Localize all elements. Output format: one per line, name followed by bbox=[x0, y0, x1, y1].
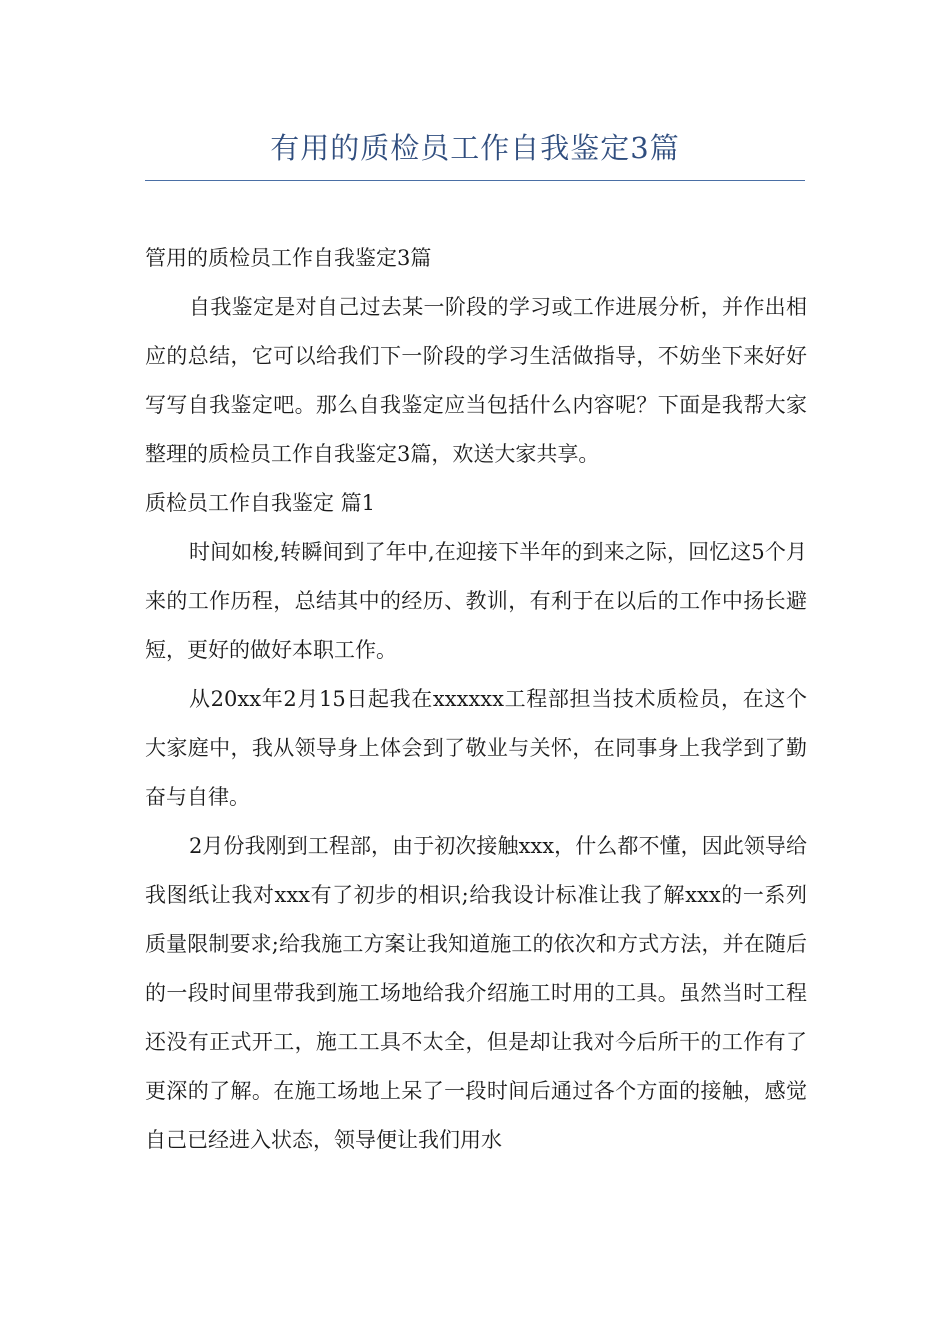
paragraph: 从20xx年2月15日起我在xxxxxx工程部担当技术质检员，在这个大家庭中，我从领导身上体会到了敬业与关怀，在同事身上我学到了勤奋与自律。 bbox=[145, 687, 807, 809]
document-body bbox=[145, 234, 807, 1165]
section-heading: 质检员工作自我鉴定 篇1 bbox=[145, 491, 376, 515]
paragraph: 时间如梭,转瞬间到了年中,在迎接下半年的到来之际，回忆这5个月来的工作历程，总结其中的经历、教训，有利于在以后的工作中扬长避短，更好的做好本职工作。 bbox=[145, 540, 807, 662]
paragraph: 2月份我刚到工程部，由于初次接触xxx，什么都不懂，因此领导给我图纸让我对xxx有了初步的相识;给我设计标准让我了解xxx的一系列质量限制要求;给我施工方案让我知道施工的依次和方式方法，并在随后的一段时间里带我到施工场地给我介绍施工时用的工具。虽然当时工程还没有正式开工，施工工具不太全，但是却让我对今后所干的工作有了更深的了解。在施工场地上呆了一段时间后通过各个方面的接触，感觉自己已经进入状态，领导便让我们用水 bbox=[145, 834, 807, 1152]
title-divider bbox=[145, 180, 805, 181]
paragraph-intro: 自我鉴定是对自己过去某一阶段的学习或工作进展分析，并作出相应的总结，它可以给我们下一阶段的学习生活做指导，不妨坐下来好好写写自我鉴定吧。那么自我鉴定应当包括什么内容呢？下面是我帮大家整理的质检员工作自我鉴定3篇，欢送大家共享。 bbox=[145, 295, 807, 466]
document-title: 有用的质检员工作自我鉴定3篇 bbox=[270, 131, 680, 165]
paragraph-subtitle: 管用的质检员工作自我鉴定3篇 bbox=[145, 246, 432, 270]
